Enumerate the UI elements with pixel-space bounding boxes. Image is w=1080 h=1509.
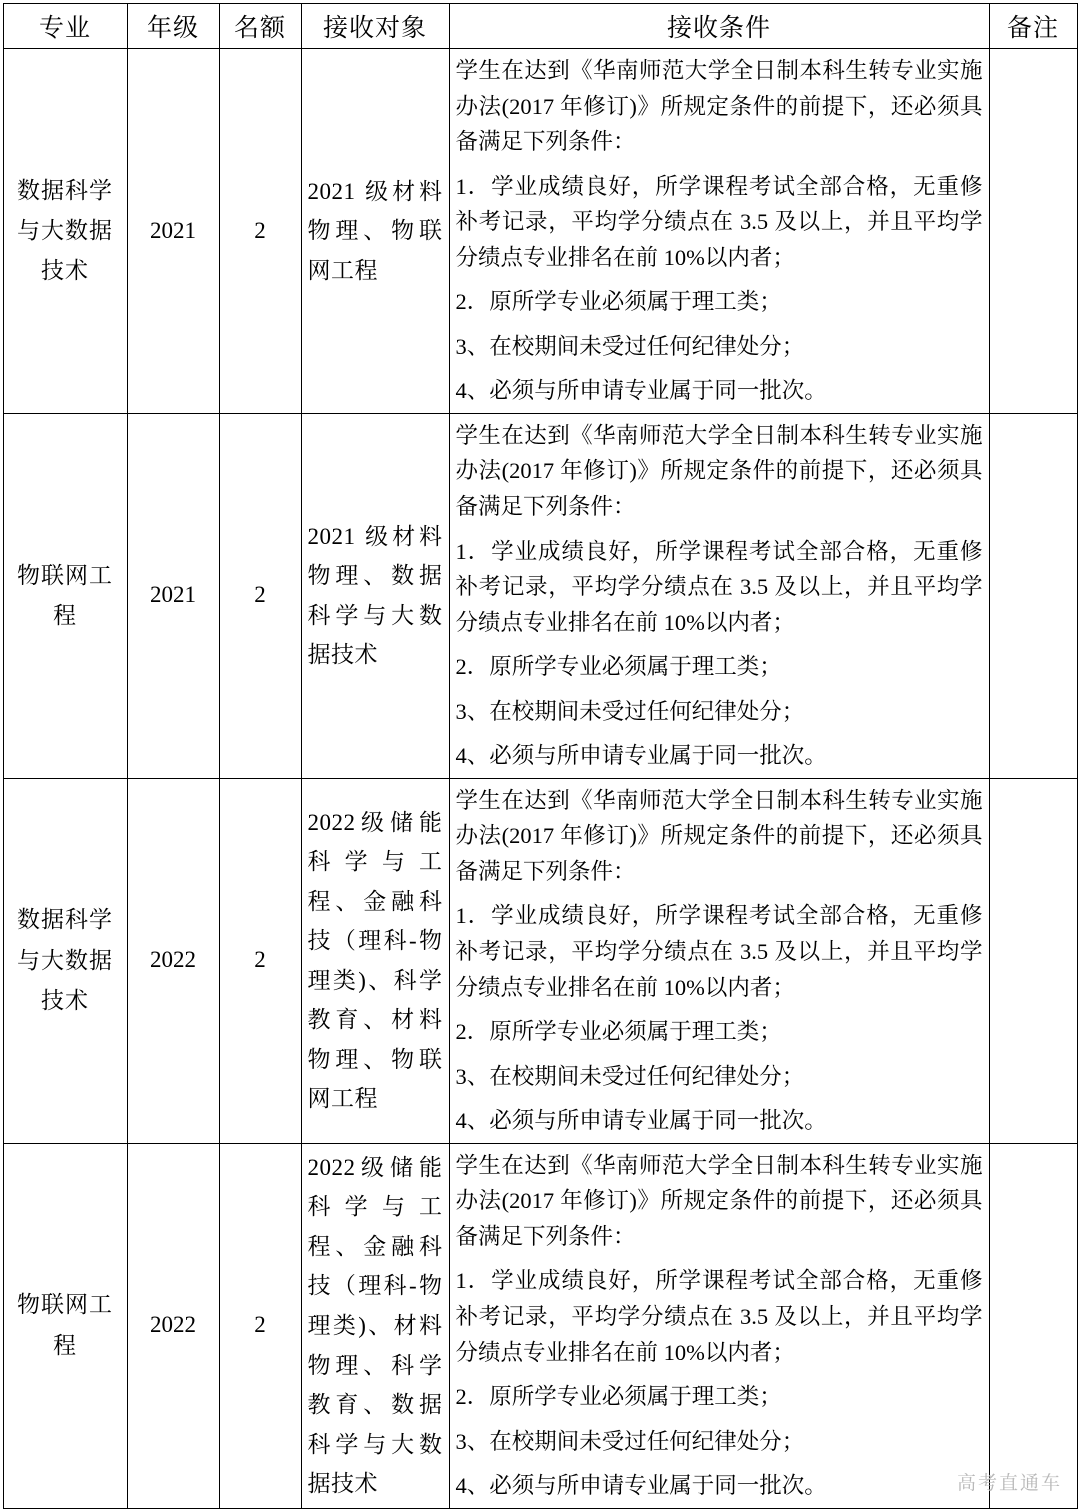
cell-remark: [989, 49, 1077, 414]
cell-conditions: [449, 778, 989, 1143]
cell-target: 2022级储能科学与工程、金融科技（理科-物理类)、科学教育、材料物理、物联网工程: [301, 778, 449, 1143]
cell-remark: [989, 413, 1077, 778]
table-row: [3, 778, 1077, 1143]
cell-grade: 2022: [127, 1143, 219, 1508]
table-header-row: [3, 4, 1077, 49]
condition-item-2: 2．原所学专业必须属于理工类；: [455, 1384, 782, 1410]
watermark: 高考直通车: [956, 1472, 1062, 1494]
cell-target: 2022级储能科学与工程、金融科技（理科-物理类)、材料物理、科学教育、数据科学与大数据技术: [301, 1143, 449, 1508]
cell-conditions: [449, 1143, 989, 1508]
condition-item-2: 2．原所学专业必须属于理工类；: [455, 1019, 782, 1045]
document-page: [0, 3, 1080, 1509]
cell-major: 物联网工程: [3, 413, 127, 778]
cell-grade: 2021: [127, 49, 219, 414]
cell-major: 数据科学与大数据技术: [3, 778, 127, 1143]
cell-quota: 2: [219, 1143, 301, 1508]
column-header-major: 专业: [3, 4, 127, 49]
condition-item-2: 2．原所学专业必须属于理工类；: [455, 654, 782, 680]
condition-item-1: 1．学业成绩良好，所学课程考试全部合格，无重修补考记录，平均学分绩点在 3.5 及以上，并且平均学分绩点专业排名在前 10%以内者；: [455, 903, 983, 1000]
condition-item-4: 4、必须与所申请专业属于同一批次。: [455, 1473, 827, 1499]
cell-target: 2021 级材料物理、数据科学与大数据技术: [301, 413, 449, 778]
condition-item-4: 4、必须与所申请专业属于同一批次。: [455, 1108, 827, 1134]
cell-grade: 2022: [127, 778, 219, 1143]
condition-item-2: 2．原所学专业必须属于理工类；: [455, 289, 782, 315]
column-header-grade: 年级: [127, 4, 219, 49]
column-header-conditions: 接收条件: [449, 4, 989, 49]
table-row: [3, 1143, 1077, 1508]
column-header-remark: 备注: [989, 4, 1077, 49]
cell-quota: 2: [219, 413, 301, 778]
cell-quota: 2: [219, 49, 301, 414]
condition-item-3: 3、在校期间未受过任何纪律处分；: [455, 698, 805, 724]
cell-remark: [989, 778, 1077, 1143]
table-header: [3, 4, 1077, 49]
cell-conditions: [449, 49, 989, 414]
condition-intro: 学生在达到《华南师范大学全日制本科生转专业实施办法(2017 年修订)》所规定条件的前提下，还必须具备满足下列条件：: [455, 422, 983, 520]
condition-intro: 学生在达到《华南师范大学全日制本科生转专业实施办法(2017 年修订)》所规定条件的前提下，还必须具备满足下列条件：: [455, 58, 983, 155]
condition-item-3: 3、在校期间未受过任何纪律处分；: [455, 1063, 805, 1089]
cell-quota: 2: [219, 778, 301, 1143]
column-header-target: 接收对象: [301, 4, 449, 49]
condition-item-3: 3、在校期间未受过任何纪律处分；: [455, 1428, 805, 1454]
cell-target: 2021 级材料物理、物联网工程: [301, 49, 449, 414]
cell-major: 物联网工程: [3, 1143, 127, 1508]
cell-major: 数据科学与大数据技术: [3, 49, 127, 414]
condition-intro: 学生在达到《华南师范大学全日制本科生转专业实施办法(2017 年修订)》所规定条件的前提下，还必须具备满足下列条件：: [455, 787, 983, 884]
table-row: [3, 413, 1077, 778]
table-body: [3, 49, 1077, 1509]
column-header-quota: 名额: [219, 4, 301, 49]
condition-item-4: 4、必须与所申请专业属于同一批次。: [455, 743, 827, 769]
cell-grade: 2021: [127, 413, 219, 778]
major-transfer-table: [3, 3, 1078, 1509]
condition-item-1: 1．学业成绩良好，所学课程考试全部合格，无重修补考记录，平均学分绩点在 3.5 及以上，并且平均学分绩点专业排名在前 10%以内者；: [455, 173, 983, 270]
table-row: [3, 49, 1077, 414]
condition-item-4: 4、必须与所申请专业属于同一批次。: [455, 378, 827, 404]
condition-item-1: 1．学业成绩良好，所学课程考试全部合格，无重修补考记录，平均学分绩点在 3.5 及以上，并且平均学分绩点专业排名在前 10%以内者；: [455, 538, 983, 635]
condition-item-1: 1．学业成绩良好，所学课程考试全部合格，无重修补考记录，平均学分绩点在 3.5 及以上，并且平均学分绩点专业排名在前 10%以内者；: [455, 1268, 983, 1365]
condition-item-3: 3、在校期间未受过任何纪律处分；: [455, 333, 805, 359]
cell-conditions: [449, 413, 989, 778]
cell-remark: [989, 1143, 1077, 1508]
condition-intro: 学生在达到《华南师范大学全日制本科生转专业实施办法(2017 年修订)》所规定条件的前提下，还必须具备满足下列条件：: [455, 1152, 983, 1249]
